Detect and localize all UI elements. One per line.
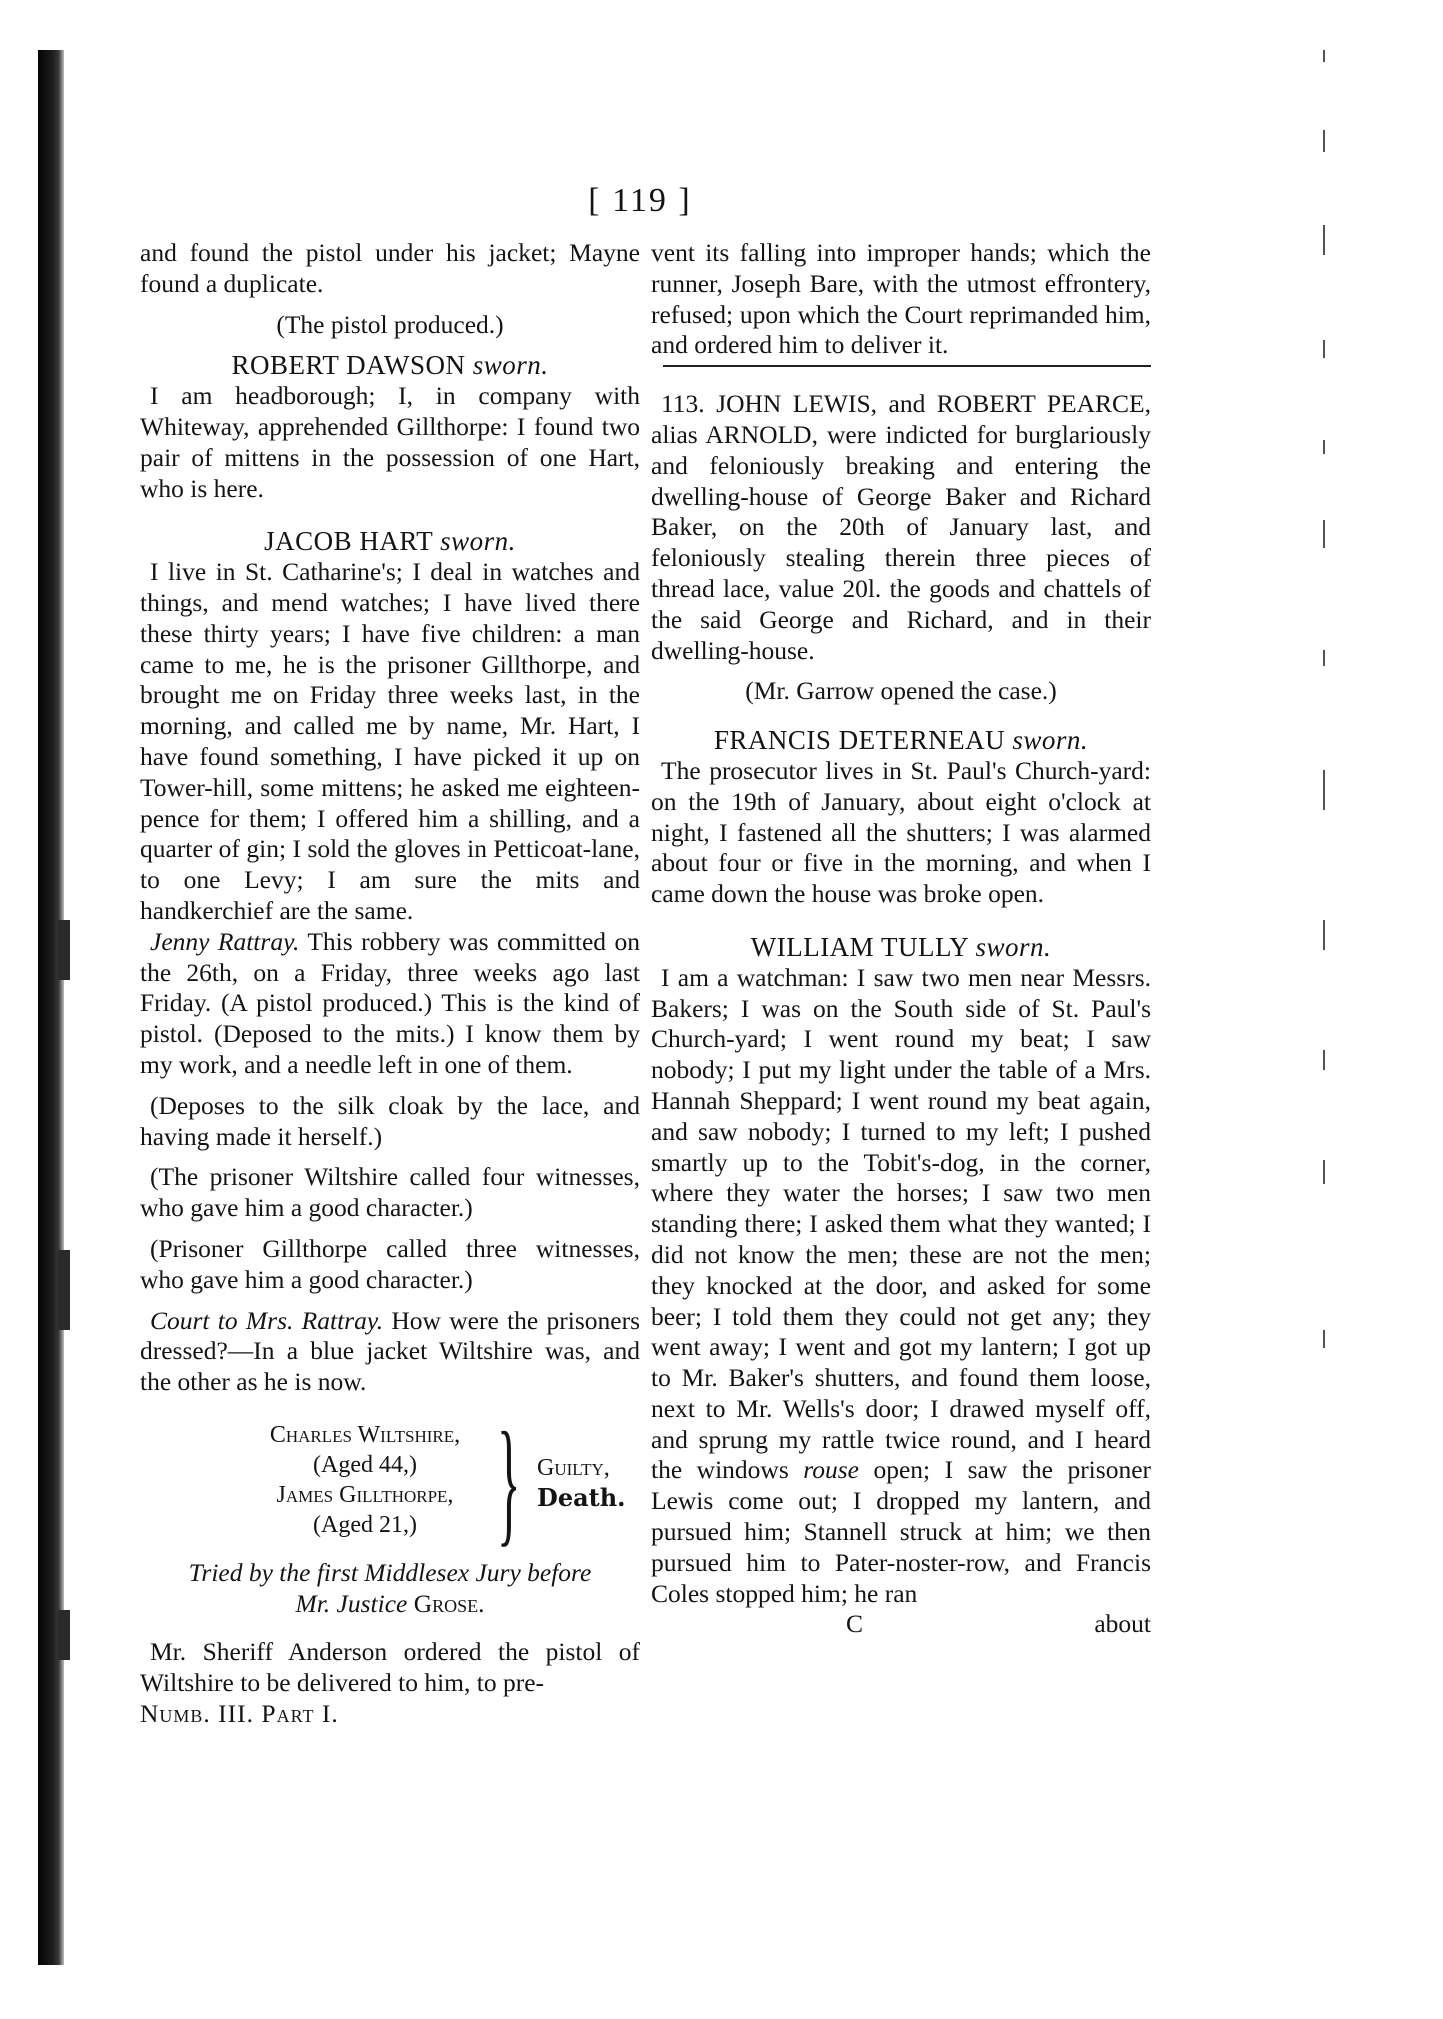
book-binding-shadow xyxy=(38,50,64,1965)
paragraph: and found the pistol under his jacket; Mayne found a duplicate. xyxy=(140,238,640,298)
defendant-name: Charles Wiltshire, xyxy=(269,1421,461,1448)
edge-mark xyxy=(1323,50,1325,62)
edge-mark xyxy=(1323,440,1325,454)
edge-mark xyxy=(1323,130,1325,152)
testimony-paragraph: The prosecutor lives in St. Paul's Church-yard: on the 19th of January, about eight o'clock at night, I fastened all the shutters; I was alarmed about four or five in the morning, and when I came down the house was broke open. xyxy=(651,755,1151,909)
speaker-name: Jenny Rattray. xyxy=(150,926,300,956)
left-column xyxy=(140,238,640,1729)
sworn-label: sworn. xyxy=(1012,725,1089,756)
signature-line xyxy=(140,1699,640,1729)
sworn-label: sworn. xyxy=(472,350,549,381)
edge-mark xyxy=(1323,225,1325,255)
testimony-paragraph: I live in St. Catharine's; I deal in watches and things, and mend watches; I have lived there these thirty years; I have five children: a man came to me, he is the prisoner Gillthorpe, and brought me on Friday three weeks last, in the morning, and called me by name, Mr. Hart, I have found something, I have picked it up on Tower-hill, some mittens; he asked me eighteen-pence for them; I offered him a shilling, and a quarter of gin; I sold the gloves in Petticoat-lane, to one Levy; I am sure the mits and handkerchief are the same. xyxy=(140,557,640,925)
page-number: [ 119 ] xyxy=(588,182,692,219)
jury-note-judge xyxy=(140,1589,640,1620)
witness-heading xyxy=(140,526,640,557)
defendant-age: (Aged 44,) xyxy=(313,1451,417,1478)
catchword: about xyxy=(1094,1609,1151,1639)
witness-name: ROBERT DAWSON xyxy=(231,350,466,381)
signature-mark: Numb. III. Part I. xyxy=(140,1699,339,1729)
testimony-text: I am a watchman: I saw two men near Messrs. Bakers; I was on the South side of St. Paul's Church-yard; I went round my beat; I saw nobody; I put my light under the table of a Mrs. Hannah Sheppard; I went round my beat again, and saw nobody; I turned to my left; I pushed smartly up to the Tobit's-dog, in the corner, where they water the horses; I saw two men standing there; I asked them what they wanted; I did not know the men; these are not the men; they knocked at the door, and asked for some beer; I told them they could not get any; they went away; I went and got my lantern; I got up to Mr. Baker's shutters, and found them loose, next to Mr. Wells's door; I drawed myself off, and sprung my rattle twice round, and I heard the windows xyxy=(651,962,1151,1485)
testimony-text: How were the prisoners dressed?—In a blue jacket Wiltshire was, and the other as he is now. xyxy=(140,1305,640,1397)
testimony-text: open; I saw the prisoner Lewis come out; I dropped my lantern, and pursued him; Stannell struck at him; we then pursued him to Pater-noster-row, and Francis Coles stopped him; he ran xyxy=(651,1455,1151,1608)
indictment-paragraph: 113. JOHN LEWIS, and ROBERT PEARCE, alias ARNOLD, were indicted for burglariously and feloniously breaking and entering the dwelling-house of George Baker and Richard Baker, on the 20th of January last, and feloniously stealing therein three pieces of thread lace, value 20l. the goods and chattels of the said George and Richard, and in their dwelling-house. xyxy=(651,389,1151,665)
edge-mark xyxy=(1323,340,1325,358)
catchword-line xyxy=(651,1609,1151,1639)
judge-name: Grose. xyxy=(413,1588,485,1618)
jury-note: Tried by the first Middlesex Jury before xyxy=(188,1557,592,1587)
signature-letter: C xyxy=(846,1609,864,1639)
right-column xyxy=(651,238,1151,1639)
defendants-list xyxy=(215,1420,515,1540)
testimony-paragraph xyxy=(140,1306,640,1398)
verdict-guilty: Guilty, xyxy=(537,1454,610,1481)
binding-speck xyxy=(58,1250,70,1330)
verdict-outcome xyxy=(537,1453,626,1513)
verdict-block xyxy=(215,1403,640,1559)
edge-mark xyxy=(1323,770,1325,810)
edge-mark xyxy=(1323,920,1325,950)
stage-direction: (The prisoner Wiltshire called four witnesses, who gave him a good character.) xyxy=(140,1162,640,1223)
edge-mark xyxy=(1323,1160,1325,1184)
witness-heading xyxy=(651,932,1151,963)
witness-name: WILLIAM TULLY xyxy=(750,931,969,962)
defendant-name: James Gillthorpe, xyxy=(276,1481,454,1508)
witness-heading xyxy=(140,350,640,381)
testimony-paragraph: I am headborough; I, in company with Whiteway, apprehended Gillthorpe: I found two pair of mittens in the possession of one Hart, who is here. xyxy=(140,381,640,503)
testimony-paragraph xyxy=(140,927,640,1081)
edge-mark xyxy=(1323,520,1325,548)
judge-title: Mr. Justice xyxy=(295,1588,408,1618)
paragraph: vent its falling into improper hands; which the runner, Joseph Bare, with the utmost effrontery, refused; upon which the Court reprimanded him, and ordered him to deliver it. xyxy=(651,238,1151,360)
sworn-label: sworn. xyxy=(975,931,1052,962)
testimony-paragraph xyxy=(651,963,1151,1610)
verdict-brace: } xyxy=(497,1403,521,1559)
binding-speck xyxy=(58,1610,70,1660)
stage-direction: (The pistol produced.) xyxy=(276,309,504,339)
witness-name: FRANCIS DETERNEAU xyxy=(713,725,1006,756)
witness-name: JACOB HART xyxy=(264,526,433,557)
edge-mark xyxy=(1323,1050,1325,1070)
stage-direction: (Deposes to the silk cloak by the lace, and having made it herself.) xyxy=(140,1090,640,1151)
speaker-name: Court to Mrs. Rattray. xyxy=(150,1305,384,1335)
paragraph: Mr. Sheriff Anderson ordered the pistol of Wiltshire to be delivered to him, to pre- xyxy=(140,1637,640,1698)
edge-mark xyxy=(1323,1330,1325,1348)
binding-speck xyxy=(58,920,70,980)
testimony-text: This robbery was committed on the 26th, on a Friday, three weeks ago last Friday. (A pistol produced.) This is the kind of pistol. (Deposed to the mits.) I know them by my work, and a needle left in one of them. xyxy=(140,926,640,1079)
witness-heading xyxy=(651,725,1151,756)
defendant-age: (Aged 21,) xyxy=(313,1511,417,1538)
testimony-italic: rouse xyxy=(803,1455,859,1485)
sworn-label: sworn. xyxy=(440,526,516,557)
verdict-sentence: Death. xyxy=(537,1482,626,1512)
page-edge-marks xyxy=(1315,50,1335,1450)
edge-mark xyxy=(1323,650,1325,666)
stage-direction: (Mr. Garrow opened the case.) xyxy=(745,676,1057,706)
stage-direction: (Prisoner Gillthorpe called three witnesses, who gave him a good character.) xyxy=(140,1233,640,1294)
